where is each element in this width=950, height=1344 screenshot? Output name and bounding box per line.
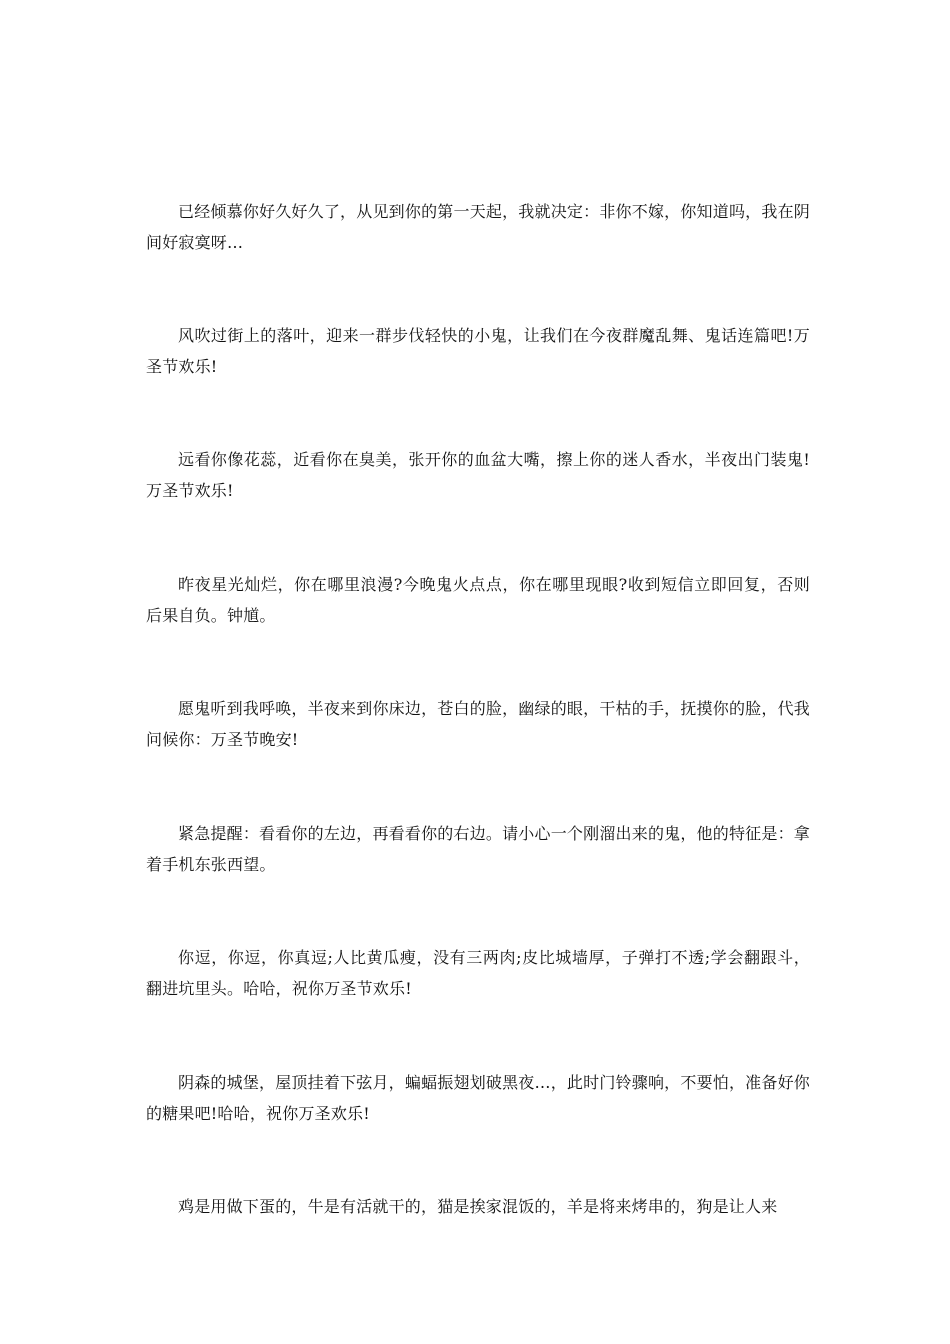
paragraph-3: 远看你像花蕊，近看你在臭美，张开你的血盆大嘴，擦上你的迷人香水，半夜出门装鬼!万圣节欢乐! — [146, 450, 810, 500]
paragraph-7: 你逗，你逗，你真逗;人比黄瓜瘦，没有三两肉;皮比城墙厚，子弹打不透;学会翻跟斗，翻进坑里头。哈哈，祝你万圣节欢乐! — [146, 948, 810, 998]
paragraph-6: 紧急提醒：看看你的左边，再看看你的右边。请小心一个刚溜出来的鬼，他的特征是：拿着手机东张西望。 — [146, 824, 810, 874]
paragraph-4: 昨夜星光灿烂，你在哪里浪漫?今晚鬼火点点，你在哪里现眼?收到短信立即回复，否则后果自负。钟馗。 — [146, 575, 810, 625]
paragraph-2: 风吹过街上的落叶，迎来一群步伐轻快的小鬼，让我们在今夜群魔乱舞、鬼话连篇吧!万圣节欢乐! — [146, 326, 810, 376]
paragraph-8: 阴森的城堡，屋顶挂着下弦月，蝙蝠振翅划破黑夜…，此时门铃骤响，不要怕，准备好你的糖果吧!哈哈，祝你万圣欢乐! — [146, 1073, 810, 1123]
paragraph-1: 已经倾慕你好久好久了，从见到你的第一天起，我就决定：非你不嫁，你知道吗，我在阴间好寂寞呀… — [146, 202, 810, 252]
paragraph-5: 愿鬼听到我呼唤，半夜来到你床边，苍白的脸，幽绿的眼，干枯的手，抚摸你的脸，代我问候你：万圣节晚安! — [146, 699, 810, 749]
paragraph-9: 鸡是用做下蛋的，牛是有活就干的，猫是挨家混饭的，羊是将来烤串的，狗是让人来 — [178, 1197, 778, 1216]
